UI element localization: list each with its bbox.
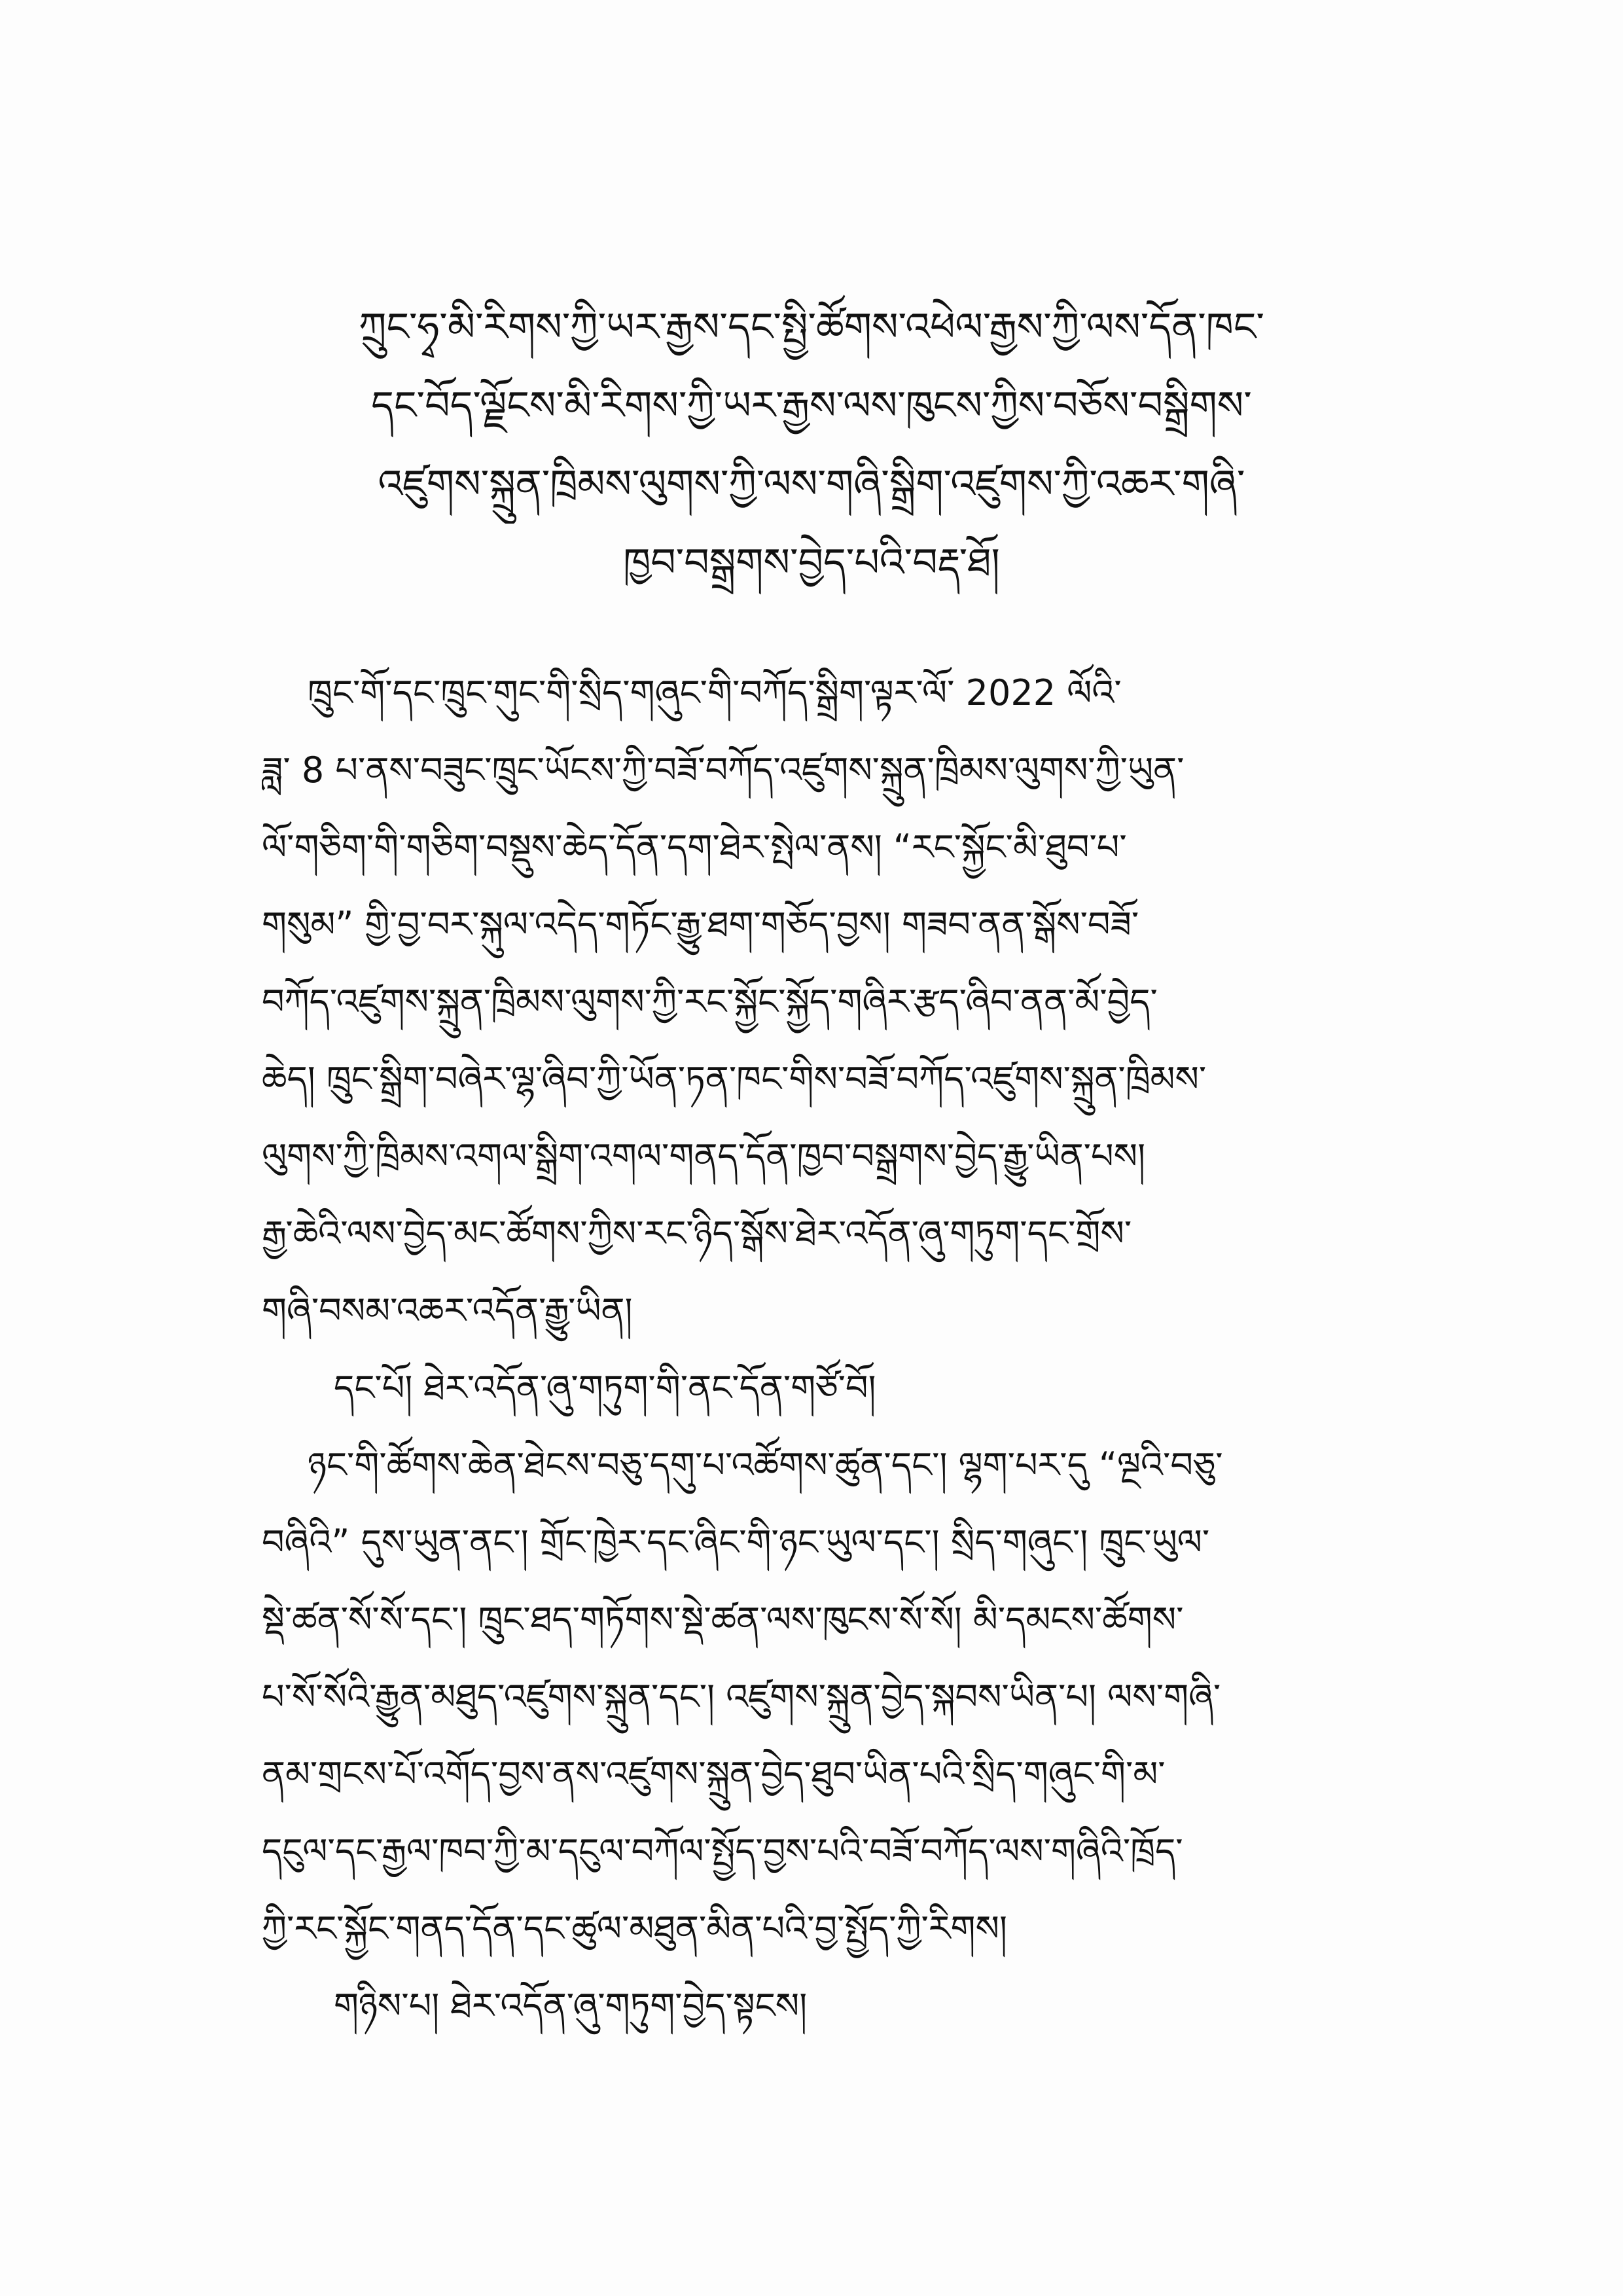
intro-line: ལུགས་ཀྱི་ཁྲིམས་འགལ་སྒྲིག་འགལ་གནད་དོན་ཁྱབ་བསྒྲགས་བྱེད་རྒྱུ་ཡིན་པས། — [262, 1136, 1146, 1177]
intro-line: རྒྱ་ཆེའི་ལས་བྱེད་མང་ཚོགས་ཀྱིས་རང་ཉིད་སྒོས་ཐེར་འདོན་ཞུ་གཏུག་དང་གྲོས་ — [262, 1213, 1132, 1254]
section-1-paragraph — [262, 1427, 1387, 1967]
title-line-3: འཛུགས་སྐྲུན་ཁྲིམས་ལུགས་ཀྱི་ལས་གཞི་སྒྲིག་འཛུགས་ཀྱི་འཆར་གཞི་ — [378, 461, 1245, 507]
title-line-2: དང་བོད་ལྗོངས་མི་རིགས་ཀྱི་ཡར་རྒྱས་ལས་ཁུངས་ཀྱིས་བཅོས་བསྒྲིགས་ — [371, 383, 1252, 429]
section-1-line: པ་སོ་སོའི་རྒྱུན་མཐུད་འཛུགས་སྐྲུན་དང་། འཛུགས་སྐྲུན་བྱེད་སྐབས་ཡིན་པ། ལས་གཞི་ — [262, 1676, 1221, 1717]
intro-line: བཀོད་འཛུགས་སྐྲུན་ཁྲིམས་ལུགས་ཀྱི་རང་སྐྱོང་སྐྱོད་གཞིར་རྩད་ཞིབ་ནན་མོ་བྱེད་ — [262, 981, 1158, 1022]
intro-line: གཞི་བསམ་འཆར་འདོན་རྒྱུ་ཡིན། — [262, 1290, 633, 1331]
intro-line: ཆེད། ཁྲུང་སྒྲིག་བཞེར་ལྷ་ཞིབ་ཀྱི་ཡོན་ཏན་ཁང་གིས་བཟོ་བཀོད་འཛུགས་སྐྲུན་ཁྲིམས་ — [262, 1058, 1207, 1100]
section-1-line: ཀྱི་རང་སྐྱོང་གནད་དོན་དང་ཚུལ་མཐུན་མིན་པའི་བྱ་སྤྱོད་ཀྱི་རིགས། — [262, 1908, 1007, 1949]
document-body — [262, 655, 1387, 2045]
intro-line: ལོ་གཅིག་གི་གཅིག་བསྡུས་ཆེད་དོན་དག་ཐེར་སྤེལ་ནས། “རང་སྐྱོང་མི་ཐུབ་པ་ — [262, 827, 1127, 868]
section-1-line: དངུལ་དང་རྒྱལ་ཁབ་ཀྱི་མ་དངུལ་བཀོལ་སྤྱོད་བྱས་པའི་བཟོ་བཀོད་ལས་གཞིའི་ཁྲོད་ — [262, 1831, 1183, 1872]
intro-line: ཁྲུང་གོ་དང་ཁྲུང་གུང་གི་སྲིད་གཞུང་གི་བཀོད་སྒྲིག་ལྟར་ལོ་ 2022 ལོའི་ — [308, 672, 1122, 713]
intro-paragraph — [262, 655, 1387, 1350]
section-1-line: སྡེ་ཚན་སོ་སོ་དང་། ཁྲུང་ཐད་གཏོགས་སྡེ་ཚན་ལས་ཁུངས་སོ་སོ། མི་དམངས་ཚོགས་ — [262, 1599, 1184, 1640]
intro-line: གསུམ” གྱི་བྱ་བར་སྐུལ་འདེད་གཏོང་རྒྱུ་ཐག་གཅོད་བྱས། གཟབ་ནན་སྒོས་བཟོ་ — [262, 904, 1139, 945]
section-1-line: བཞིའི” དུས་ཡུན་ནང་། གྲོང་ཁྱེར་དང་ཞིང་གི་ཉང་ཡུལ་དང་། སྲིད་གཞུང་། ཁྲུང་ཡུལ་ — [262, 1522, 1210, 1563]
section-1-line: ཉང་གི་ཚོགས་ཆེན་ཐེངས་བཅུ་དགུ་པ་འཚོགས་ཚུན་དང་། ལྷག་པར་དུ “ལྔའི་བཅུ་ — [308, 1444, 1223, 1486]
section-1-line: ནམ་གྲངས་པོ་འགོད་བྱས་ནས་འཛུགས་སྐྲུན་བྱེད་ཐུབ་ཡིན་པའི་སྲིད་གཞུང་གི་མ་ — [262, 1753, 1166, 1795]
section-1-heading: དང་པོ། ཐེར་འདོན་ཞུ་གཏུག་གི་ནང་དོན་གཙོ་བོ། — [334, 1367, 876, 1408]
document-title — [196, 288, 1427, 602]
intro-line: ཟླ་ 8 པ་ནས་བཟུང་ཁྲུང་ཡོངས་ཀྱི་བཟོ་བཀོད་འཛུགས་སྐྲུན་ཁྲིམས་ལུགས་ཀྱི་ཡུན་ — [262, 749, 1185, 791]
title-line-4: ཁྱབ་བསྒྲགས་བྱེད་པའི་བརྡ་ཐོ། — [623, 540, 1000, 586]
title-line-1: ཀྲུང་ཧྭ་མི་རིགས་ཀྱི་ཡར་རྒྱས་དང་སྤྱི་ཚོགས་འཕེལ་རྒྱས་ཀྱི་ལས་དོན་ཁང་ — [359, 304, 1264, 350]
section-2-heading: གཉིས་པ། ཐེར་འདོན་ཞུ་གཏུག་བྱེད་སྟངས། — [334, 1985, 808, 2026]
